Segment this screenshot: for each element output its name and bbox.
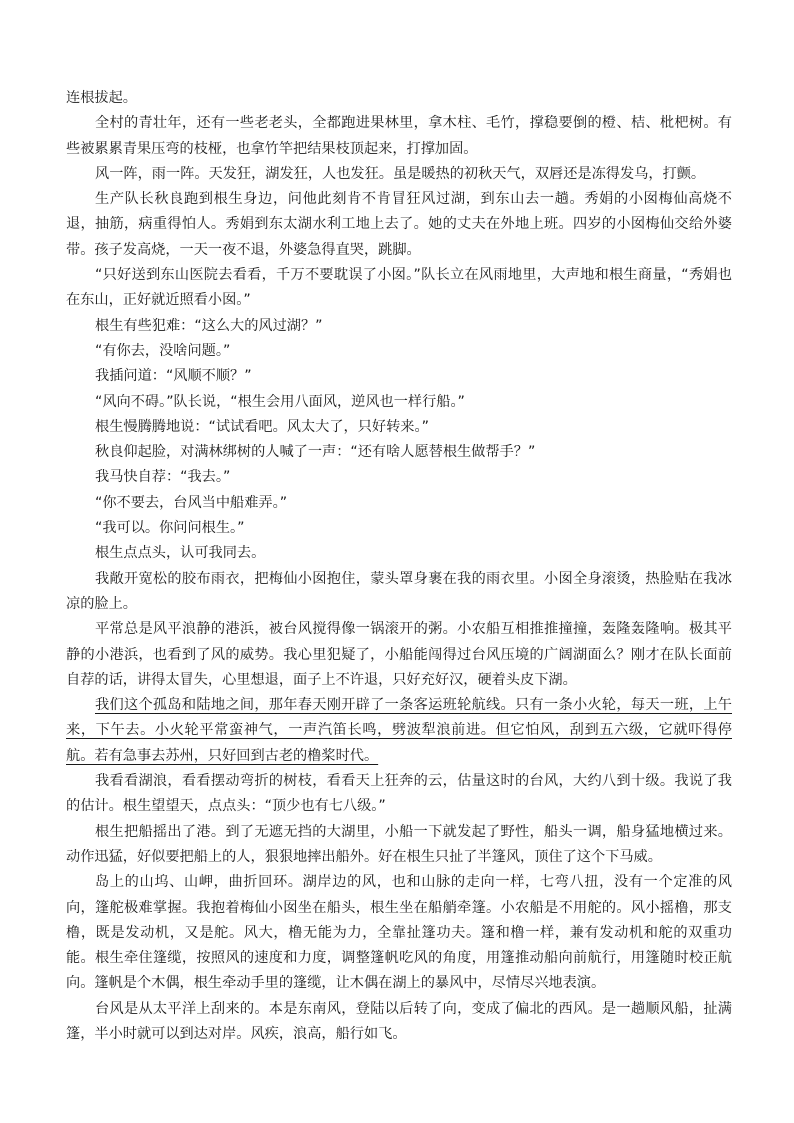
paragraph: 全村的青壮年，还有一些老老头，全都跑进果林里，拿木柱、毛竹，撑稳要倒的橙、桔、枇杷树。有些被累累青果压弯的枝桠，也拿竹竿把结果枝顶起来，打撑加固。 bbox=[66, 115, 732, 157]
paragraph: “有你去，没啥问题。” bbox=[95, 342, 231, 359]
article-body bbox=[66, 86, 732, 1047]
paragraph: 风一阵，雨一阵。天发狂，湖发狂，人也发狂。虽是暖热的初秋天气，双唇还是冻得发乌，打颤。 bbox=[95, 165, 706, 182]
paragraph: 台风是从太平洋上刮来的。本是东南风，登陆以后转了向，变成了偏北的西风。是一趟顺风船，扯满篷，半小时就可以到达对岸。风疾，浪高，船行如飞。 bbox=[66, 1000, 732, 1042]
underlined-paragraph: 我们这个孤岛和陆地之间，那年春天刚开辟了一条客运班轮航线。只有一条小火轮，每天一班，上午来，下午去。小火轮平常蛮神气，一声汽笛长鸣，劈波犁浪前进。但它怕风，刮到五六级，它就吓得停航。若有急事去苏州，只好回到古老的橹桨时代。 bbox=[66, 697, 732, 764]
paragraph: “我可以。你问问根生。” bbox=[95, 520, 245, 537]
paragraph: 生产队长秋良跑到根生身边，问他此刻肯不肯冒狂风过湖，到东山去一趟。秀娟的小囡梅仙高烧不退，抽筋，病重得怕人。秀娟到东太湖水利工地上去了。她的丈夫在外地上班。四岁的小囡梅仙交给外婆带。孩子发高烧，一天一夜不退，外婆急得直哭，跳脚。 bbox=[66, 191, 732, 258]
paragraph: 根生把船摇出了港。到了无遮无挡的大湖里，小船一下就发起了野性，船头一调，船身猛地横过来。动作迅猛，好似要把船上的人，狠狠地摔出船外。好在根生只扯了半篷风，顶住了这个下马威。 bbox=[66, 823, 732, 865]
paragraph: 连根拔起。 bbox=[66, 90, 137, 106]
paragraph: 我敞开宽松的胶布雨衣，把梅仙小囡抱住，蒙头罩身裹在我的雨衣里。小囡全身滚烫，热脸贴在我冰凉的脸上。 bbox=[66, 570, 732, 612]
paragraph: “只好送到东山医院去看看，千万不要耽误了小囡。”队长立在风雨地里，大声地和根生商量，“秀娟也在东山，正好就近照看小囡。” bbox=[66, 267, 732, 309]
paragraph: 岛上的山坞、山岬，曲折回环。湖岸边的风，也和山脉的走向一样，七弯八扭，没有一个定准的风向，篷舵极难掌握。我抱着梅仙小囡坐在船头，根生坐在船艄牵篷。小农船是不用舵的。风小摇橹，那支橹，既是发动机，又是舵。风大，橹无能为力，全靠扯篷功夫。篷和橹一样，兼有发动机和舵的双重功能。根生牵住篷缆，按照风的速度和力度，调整篷帆吃风的角度，用篷推动船向前航行，用篷随时校正航向。篷帆是个木偶，根生牵动手里的篷缆，让木偶在湖上的暴风中，尽情尽兴地表演。 bbox=[66, 874, 732, 992]
paragraph: 平常总是风平浪静的港浜，被台风搅得像一锅滚开的粥。小农船互相推推撞撞，轰隆轰隆响。极其平静的小港浜，也看到了风的威势。我心里犯疑了，小船能闯得过台风压境的广阔湖面么？刚才在队长面前自荐的话，讲得太冒失，心里想退，面子上不许退，只好充好汉，硬着头皮下湖。 bbox=[66, 621, 732, 688]
paragraph: “你不要去，台风当中船难弄。” bbox=[95, 494, 288, 511]
paragraph: 秋良仰起脸，对满林绑树的人喊了一声：“还有啥人愿替根生做帮手？” bbox=[95, 444, 536, 461]
paragraph: 根生点点头，认可我同去。 bbox=[95, 545, 266, 562]
paragraph: 我看看湖浪，看看摆动弯折的树枝，看看天上狂奔的云，估量这时的台风，大约八到十级。我说了我的估计。根生望望天，点点头：“顶少也有七八级。” bbox=[66, 773, 732, 815]
paragraph: 我插问道：“风顺不顺？” bbox=[95, 368, 252, 385]
paragraph: 我马快自荐：“我去。” bbox=[95, 469, 231, 486]
paragraph: 根生有些犯难：“这么大的风过湖？” bbox=[95, 317, 323, 334]
paragraph: “风向不碍。”队长说，“根生会用八面风，逆风也一样行船。” bbox=[95, 393, 465, 410]
paragraph: 根生慢腾腾地说：“试试看吧。风太大了，只好转来。” bbox=[95, 418, 429, 435]
